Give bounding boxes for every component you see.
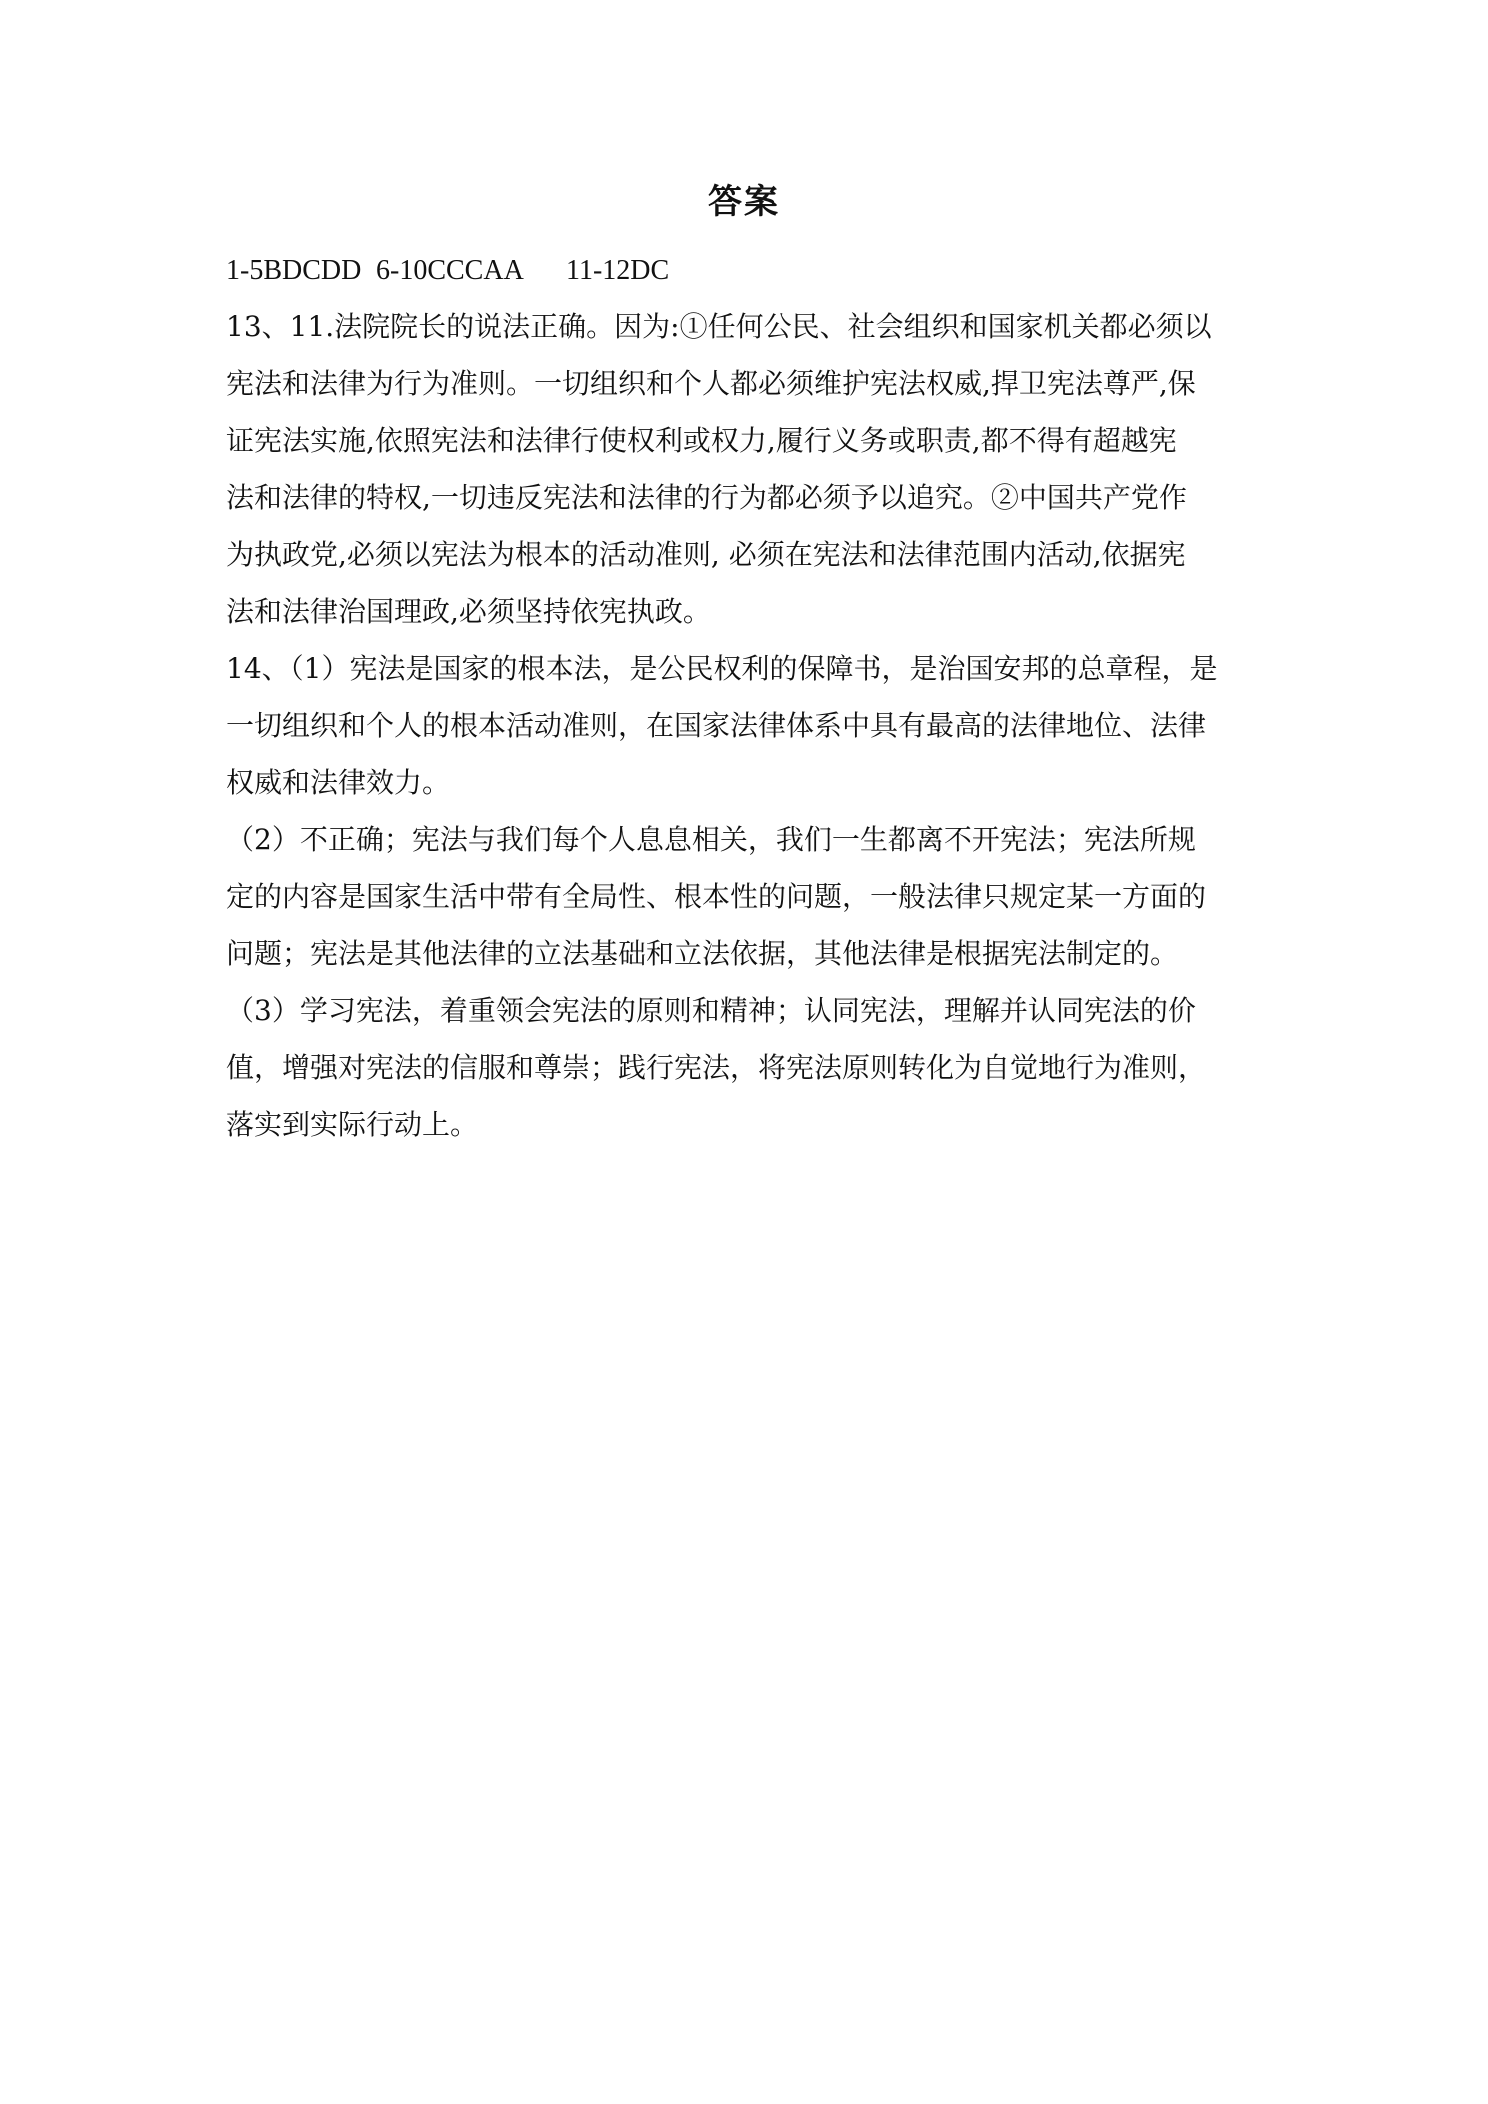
answer-line: 值，增强对宪法的信服和尊崇；践行宪法，将宪法原则转化为自觉地行为准则， — [226, 1051, 1207, 1084]
answer-line: 落实到实际行动上。 — [226, 1108, 479, 1141]
answer-line: 13、11.法院院长的说法正确。因为:①任何公民、社会组织和国家机关都必须以 — [226, 310, 1212, 343]
page-title: 答案 — [708, 182, 780, 222]
mc-group-3: 11-12DC — [566, 255, 670, 286]
answer-line: （3）学习宪法，着重领会宪法的原则和精神；认同宪法，理解并认同宪法的价 — [226, 994, 1196, 1027]
answer-line: 证宪法实施,依照宪法和法律行使权利或权力,履行义务或职责,都不得有超越宪 — [226, 424, 1177, 457]
question-14-part-3 — [226, 989, 1266, 1147]
answer-line: 一切组织和个人的根本活动准则，在国家法律体系中具有最高的法律地位、法律 — [226, 709, 1207, 742]
answer-line: 为执政党,必须以宪法为根本的活动准则, 必须在宪法和法律范围内活动,依据宪 — [226, 538, 1186, 571]
question-13-answer — [226, 305, 1266, 634]
question-14-part-1 — [226, 647, 1266, 805]
answer-line: 问题；宪法是其他法律的立法基础和立法依据，其他法律是根据宪法制定的。 — [226, 937, 1179, 970]
answer-line: 权威和法律效力。 — [226, 766, 451, 799]
mc-group-2: 6-10CCCAA — [376, 255, 524, 286]
answer-line: 定的内容是国家生活中带有全局性、根本性的问题，一般法律只规定某一方面的 — [226, 880, 1207, 913]
question-14-part-2 — [226, 818, 1266, 976]
answer-line: 14、（1）宪法是国家的根本法，是公民权利的保障书，是治国安邦的总章程，是 — [226, 652, 1218, 685]
answer-content — [226, 248, 1266, 1160]
answer-line: 法和法律治国理政,必须坚持依宪执政。 — [226, 595, 711, 628]
multiple-choice-answers — [226, 248, 1266, 292]
mc-group-1: 1-5BDCDD — [226, 255, 362, 286]
answer-line: 宪法和法律为行为准则。一切组织和个人都必须维护宪法权威,捍卫宪法尊严,保 — [226, 367, 1196, 400]
answer-line: （2）不正确；宪法与我们每个人息息相关，我们一生都离不开宪法；宪法所规 — [226, 823, 1196, 856]
answer-line: 法和法律的特权,一切违反宪法和法律的行为都必须予以追究。②中国共产党作 — [226, 481, 1187, 514]
